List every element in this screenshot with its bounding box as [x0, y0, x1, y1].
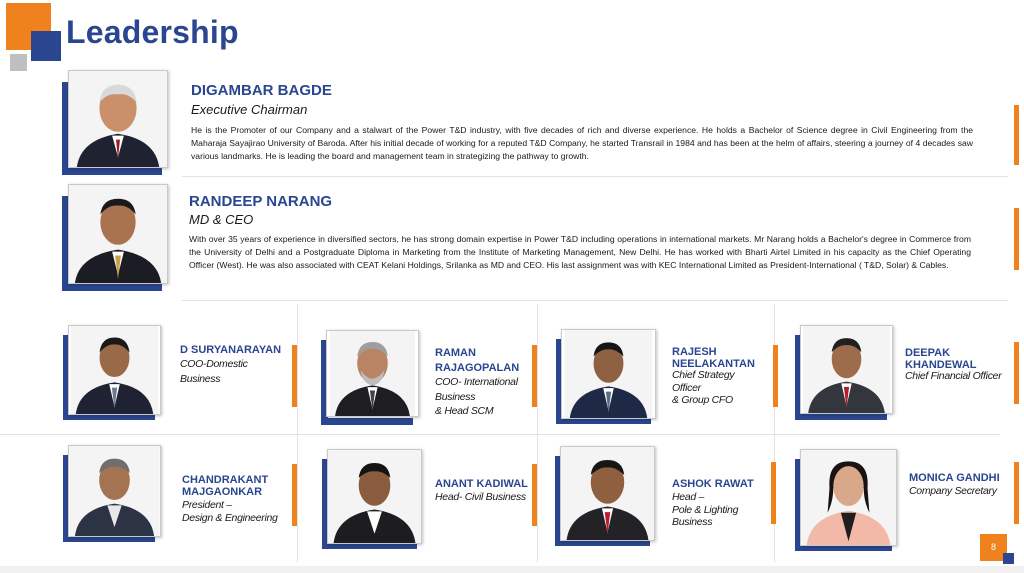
- team-name-2: RAMAN RAJAGOPALAN: [435, 347, 520, 374]
- team-name-6: ANANT KADIWAL: [435, 478, 528, 490]
- accent-bar: [532, 464, 537, 526]
- team-photo-2: [321, 330, 421, 425]
- team-role-7: Head – Pole & Lighting Business: [672, 491, 739, 528]
- accent-bar: [773, 345, 778, 407]
- executive-role-1: Executive Chairman: [191, 102, 308, 117]
- executive-role-2: MD & CEO: [189, 212, 254, 227]
- team-role-6: Head- Civil Business: [435, 491, 526, 503]
- executive-photo-1: [62, 70, 172, 175]
- executive-name-1: DIGAMBAR BAGDE: [191, 82, 332, 99]
- team-role-3: Chief Strategy Officer & Group CFO: [672, 369, 735, 406]
- logo-blue-square: [31, 31, 61, 61]
- page-title: Leadership: [66, 14, 239, 50]
- team-photo-5: [63, 445, 163, 542]
- team-role-8: Company Secretary: [909, 485, 997, 497]
- accent-bar: [532, 345, 537, 407]
- executive-bio-1: He is the Promoter of our Company and a stalwart of the Power T&D industry, with five decades of rich and diverse experience. He holds a Bachelor of Science degree in Civil Engineering from the Maharaja Sayajirao University of Baroda. After his initial decade of working for a reputed T&D Company, he started Transrail in 1984 and has been at the helm of affairs, steering a journey of 4 decades saw various landmarks. He is leading the board and management team in strategizing the pathway to growth.: [191, 125, 973, 161]
- divider: [182, 176, 1008, 177]
- accent-bar: [1014, 462, 1019, 524]
- page-number: 8: [980, 534, 1007, 561]
- divider: [182, 300, 1008, 301]
- team-name-8: MONICA GANDHI: [909, 472, 1000, 484]
- team-photo-3: [556, 329, 659, 424]
- divider: [537, 304, 538, 562]
- team-role-5: President – Design & Engineering: [182, 499, 278, 524]
- executive-photo-2: [62, 184, 172, 291]
- team-photo-1: [63, 325, 163, 420]
- accent-bar: [292, 464, 297, 526]
- team-role-1: COO-Domestic Business: [180, 358, 248, 385]
- team-role-4: Chief Financial Officer: [905, 370, 1002, 382]
- team-role-2: COO- International Business & Head SCM: [435, 376, 518, 417]
- accent-bar: [771, 462, 776, 524]
- team-photo-8: [795, 449, 900, 551]
- team-name-7: ASHOK RAWAT: [672, 478, 754, 490]
- executive-bio-2: With over 35 years of experience in diversified sectors, he has strong domain expertise in Power T&D including operations in international markets. Mr Narang holds a Bachelor's degree in Commerce from the University of Delhi and a Postgraduate Diploma in Marketing from the Institute of Marketing Management, New Delhi. He has worked with Bharti Airtel Limited in his capacity as the Chief Operating Officer (West). He was also associated with CEAT Kelani Holdings, Srilanka as MD and CEO. His last assignment was with KEC International Limited as President-International ( T&D, Solar) & Cables.: [189, 234, 971, 270]
- accent-bar: [1014, 342, 1019, 404]
- page-number-accent: [1003, 553, 1014, 564]
- executive-name-2: RANDEEP NARANG: [189, 193, 333, 210]
- team-name-3: RAJESH NEELAKANTAN: [672, 346, 755, 370]
- logo-grey-square: [10, 54, 27, 71]
- team-name-4: DEEPAK KHANDEWAL: [905, 347, 977, 371]
- divider: [297, 304, 298, 562]
- accent-bar: [1014, 105, 1019, 165]
- team-photo-6: [322, 449, 425, 549]
- team-name-1: D SURYANARAYAN: [180, 344, 282, 356]
- team-photo-7: [555, 446, 658, 546]
- divider: [0, 434, 1000, 435]
- team-name-5: CHANDRAKANT MAJGAONKAR: [182, 474, 269, 498]
- bottom-strip: [0, 566, 1024, 573]
- accent-bar: [1014, 208, 1019, 270]
- accent-bar: [292, 345, 297, 407]
- team-photo-4: [795, 325, 895, 420]
